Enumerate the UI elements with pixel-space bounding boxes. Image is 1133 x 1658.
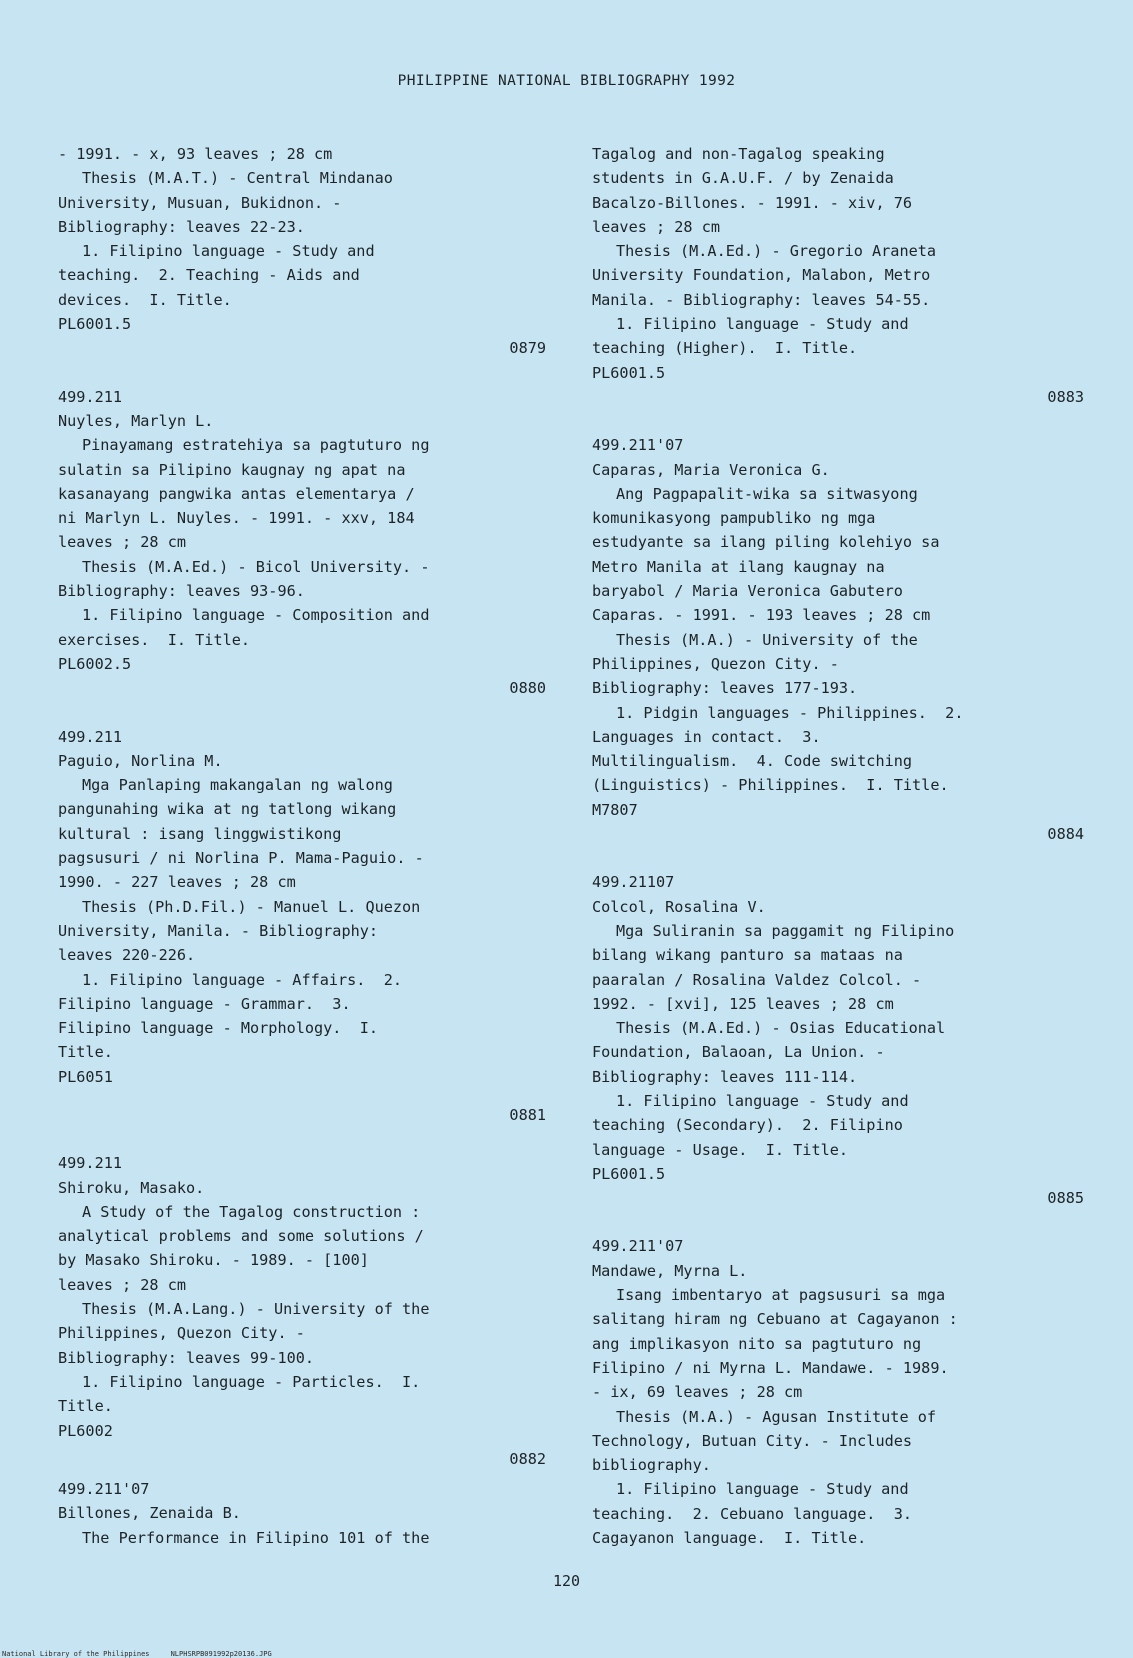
- entry-line: Filipino language - Grammar. 3.: [58, 994, 351, 1013]
- entry-line: leaves ; 28 cm: [58, 533, 187, 552]
- entry-line: Thesis (M.A.Ed.) - Osias Educational: [616, 1019, 946, 1038]
- entry-line: Title.: [58, 1397, 113, 1416]
- footer: [0, 1650, 272, 1658]
- entry-line: analytical problems and some solutions /: [58, 1227, 424, 1246]
- entry-0883-start: [58, 1477, 546, 1550]
- entry-line: 1. Filipino language - Study and: [616, 1480, 909, 1499]
- entry-line: estudyante sa ilang piling kolehiyo sa: [592, 533, 940, 552]
- entry-line: Thesis (M.A.Lang.) - University of the: [82, 1300, 430, 1319]
- entry-line: Cagayanon language. I. Title.: [592, 1529, 867, 1548]
- author: Colcol, Rosalina V.: [592, 897, 766, 916]
- entry-line: 1990. - 227 leaves ; 28 cm: [58, 873, 296, 892]
- entry-line: Manila. - Bibliography: leaves 54-55.: [592, 290, 931, 309]
- call-number: PL6002.5: [58, 654, 132, 673]
- entry-line: 1. Filipino language - Study and: [616, 315, 909, 334]
- author: Mandawe, Myrna L.: [592, 1261, 748, 1280]
- entry-line: Title.: [58, 1043, 113, 1062]
- entry-line: Bibliography: leaves 93-96.: [58, 582, 305, 601]
- call-number: PL6002: [58, 1421, 113, 1440]
- entry-line: language - Usage. I. Title.: [592, 1140, 849, 1159]
- call-number: M7807: [592, 800, 638, 819]
- entry-0879-continued: [58, 142, 546, 361]
- entry-line: komunikasyong pampubliko ng mga: [592, 509, 876, 528]
- title-line: Mga Suliranin sa paggamit ng Filipino: [616, 921, 955, 940]
- call-number: PL6051: [58, 1067, 113, 1086]
- entry-line: Thesis (M.A.T.) - Central Mindanao: [82, 169, 393, 188]
- entry-line: sulatin sa Pilipino kaugnay ng apat na: [58, 460, 406, 479]
- entry-number: 0884: [1047, 825, 1084, 844]
- entry-line: 1992. - [xvi], 125 leaves ; 28 cm: [592, 994, 894, 1013]
- entry-line: teaching. 2. Teaching - Aids and: [58, 266, 360, 285]
- right-column: [592, 142, 1084, 1550]
- author: Paguio, Norlina M.: [58, 751, 223, 770]
- entry-line: (Linguistics) - Philippines. I. Title.: [592, 776, 949, 795]
- entry-line: Filipino language - Morphology. I.: [58, 1019, 379, 1038]
- entry-line: leaves 220-226.: [58, 946, 196, 965]
- call-number: PL6001.5: [58, 315, 132, 334]
- title-line: Mga Panlaping makangalan ng walong: [82, 776, 393, 795]
- class-number: 499.211'07: [592, 436, 684, 455]
- class-number: 499.211: [58, 727, 123, 746]
- entry-line: - 1991. - x, 93 leaves ; 28 cm: [58, 145, 333, 163]
- footer-file: NLPHSRPB091992p20136.JPG: [170, 1650, 272, 1658]
- author: Caparas, Maria Veronica G.: [592, 460, 830, 479]
- entry-line: 1. Filipino language - Particles. I.: [82, 1372, 421, 1391]
- entry-line: devices. I. Title.: [58, 290, 232, 309]
- title-line: A Study of the Tagalog construction :: [82, 1202, 421, 1221]
- entry-line: Foundation, Balaoan, La Union. -: [592, 1043, 885, 1062]
- entry-line: University, Musuan, Bukidnon. -: [58, 193, 342, 212]
- entry-line: University, Manila. - Bibliography:: [58, 921, 379, 940]
- entry-line: Thesis (M.A.) - Agusan Institute of: [616, 1407, 937, 1426]
- entry-line: Bibliography: leaves 111-114.: [592, 1067, 858, 1086]
- entry-line: Filipino / ni Myrna L. Mandawe. - 1989.: [592, 1358, 949, 1377]
- entry-line: 1. Pidgin languages - Philippines. 2.: [616, 703, 964, 722]
- entry-line: Philippines, Quezon City. -: [58, 1324, 305, 1343]
- entry-line: paaralan / Rosalina Valdez Colcol. -: [592, 970, 922, 989]
- entry-line: pagsusuri / ni Norlina P. Mama-Paguio. -: [58, 849, 424, 868]
- entry-line: - ix, 69 leaves ; 28 cm: [592, 1383, 803, 1402]
- entry-line: kasanayang pangwika antas elementarya /: [58, 484, 415, 503]
- title-line: Isang imbentaryo at pagsusuri sa mga: [616, 1286, 946, 1305]
- entry-line: 1. Filipino language - Composition and: [82, 606, 430, 625]
- entry-line: Thesis (M.A.Ed.) - Bicol University. -: [82, 557, 430, 576]
- entry-line: Metro Manila at ilang kaugnay na: [592, 557, 885, 576]
- entry-line: bilang wikang panturo sa mataas na: [592, 946, 903, 965]
- entry-0885: [592, 870, 1084, 1210]
- call-number: PL6001.5: [592, 363, 666, 382]
- entry-line: bibliography.: [592, 1456, 711, 1475]
- entry-0884: [592, 433, 1084, 846]
- entry-line: exercises. I. Title.: [58, 630, 251, 649]
- page-header: PHILIPPINE NATIONAL BIBLIOGRAPHY 1992: [397, 73, 736, 89]
- entry-number: 0880: [509, 679, 546, 698]
- left-column: [58, 142, 546, 1550]
- entry-number: 0883: [1047, 387, 1084, 406]
- entry-line: salitang hiram ng Cebuano at Cagayanon :: [592, 1310, 958, 1329]
- class-number: 499.211: [58, 387, 123, 406]
- class-number: 499.21107: [592, 873, 675, 892]
- entry-0883-continued: [592, 142, 1084, 409]
- class-number: 499.211: [58, 1154, 123, 1173]
- entry-number: 0885: [1047, 1189, 1084, 1208]
- entry-line: Bibliography: leaves 177-193.: [592, 679, 858, 698]
- entry-line: leaves ; 28 cm: [58, 1275, 187, 1294]
- entry-line: 1. Filipino language - Affairs. 2.: [82, 970, 403, 989]
- entry-line: by Masako Shiroku. - 1989. - [100]: [58, 1251, 369, 1270]
- entry-line: pangunahing wika at ng tatlong wikang: [58, 800, 397, 819]
- call-number: PL6001.5: [592, 1164, 666, 1183]
- entry-line: Bacalzo-Billones. - 1991. - xiv, 76: [592, 193, 913, 212]
- entry-line: Thesis (Ph.D.Fil.) - Manuel L. Quezon: [82, 897, 421, 916]
- entry-number: 0879: [509, 339, 546, 358]
- entry-0881: [58, 725, 546, 1128]
- entry-line: Multilingualism. 4. Code switching: [592, 752, 913, 771]
- title-line: The Performance in Filipino 101 of the: [82, 1528, 430, 1547]
- footer-library: National Library of the Philippines: [2, 1650, 150, 1658]
- entry-line: Thesis (M.A.Ed.) - Gregorio Araneta: [616, 242, 937, 261]
- entry-0882: [58, 1151, 546, 1471]
- entry-line: Thesis (M.A.) - University of the: [616, 630, 918, 649]
- page-number: 120: [552, 1572, 581, 1590]
- class-number: 499.211'07: [592, 1237, 684, 1256]
- title-line: Pinayamang estratehiya sa pagtuturo ng: [82, 436, 430, 455]
- entry-line: ni Marlyn L. Nuyles. - 1991. - xxv, 184: [58, 509, 415, 528]
- entry-line: teaching (Secondary). 2. Filipino: [592, 1116, 903, 1135]
- entry-line: leaves ; 28 cm: [592, 217, 721, 236]
- entry-line: Bibliography: leaves 99-100.: [58, 1348, 315, 1367]
- entry-line: Languages in contact. 3.: [592, 727, 821, 746]
- entry-line: Tagalog and non-Tagalog speaking: [592, 145, 885, 163]
- entry-line: teaching. 2. Cebuano language. 3.: [592, 1504, 913, 1523]
- entry-line: University Foundation, Malabon, Metro: [592, 266, 931, 285]
- author: Nuyles, Marlyn L.: [58, 411, 214, 430]
- entry-line: teaching (Higher). I. Title.: [592, 339, 858, 358]
- entry-line: ang implikasyon nito sa pagtuturo ng: [592, 1334, 922, 1353]
- entry-0886: [592, 1234, 1084, 1550]
- entry-line: Technology, Butuan City. - Includes: [592, 1431, 913, 1450]
- entry-0880: [58, 385, 546, 701]
- author: Shiroku, Masako.: [58, 1178, 205, 1197]
- author: Billones, Zenaida B.: [58, 1504, 241, 1523]
- class-number: 499.211'07: [58, 1480, 150, 1499]
- entry-line: baryabol / Maria Veronica Gabutero: [592, 582, 903, 601]
- entry-line: 1. Filipino language - Study and: [616, 1091, 909, 1110]
- entry-line: kultural : isang linggwistikong: [58, 824, 342, 843]
- entry-line: Philippines, Quezon City. -: [592, 654, 839, 673]
- title-line: Ang Pagpapalit-wika sa sitwasyong: [616, 484, 918, 503]
- entry-number: 0881: [509, 1105, 546, 1124]
- entry-line: Caparas. - 1991. - 193 leaves ; 28 cm: [592, 606, 931, 625]
- entry-line: 1. Filipino language - Study and: [82, 242, 375, 261]
- entry-line: students in G.A.U.F. / by Zenaida: [592, 169, 894, 188]
- entry-number: 0882: [509, 1449, 546, 1468]
- entry-line: Bibliography: leaves 22-23.: [58, 217, 305, 236]
